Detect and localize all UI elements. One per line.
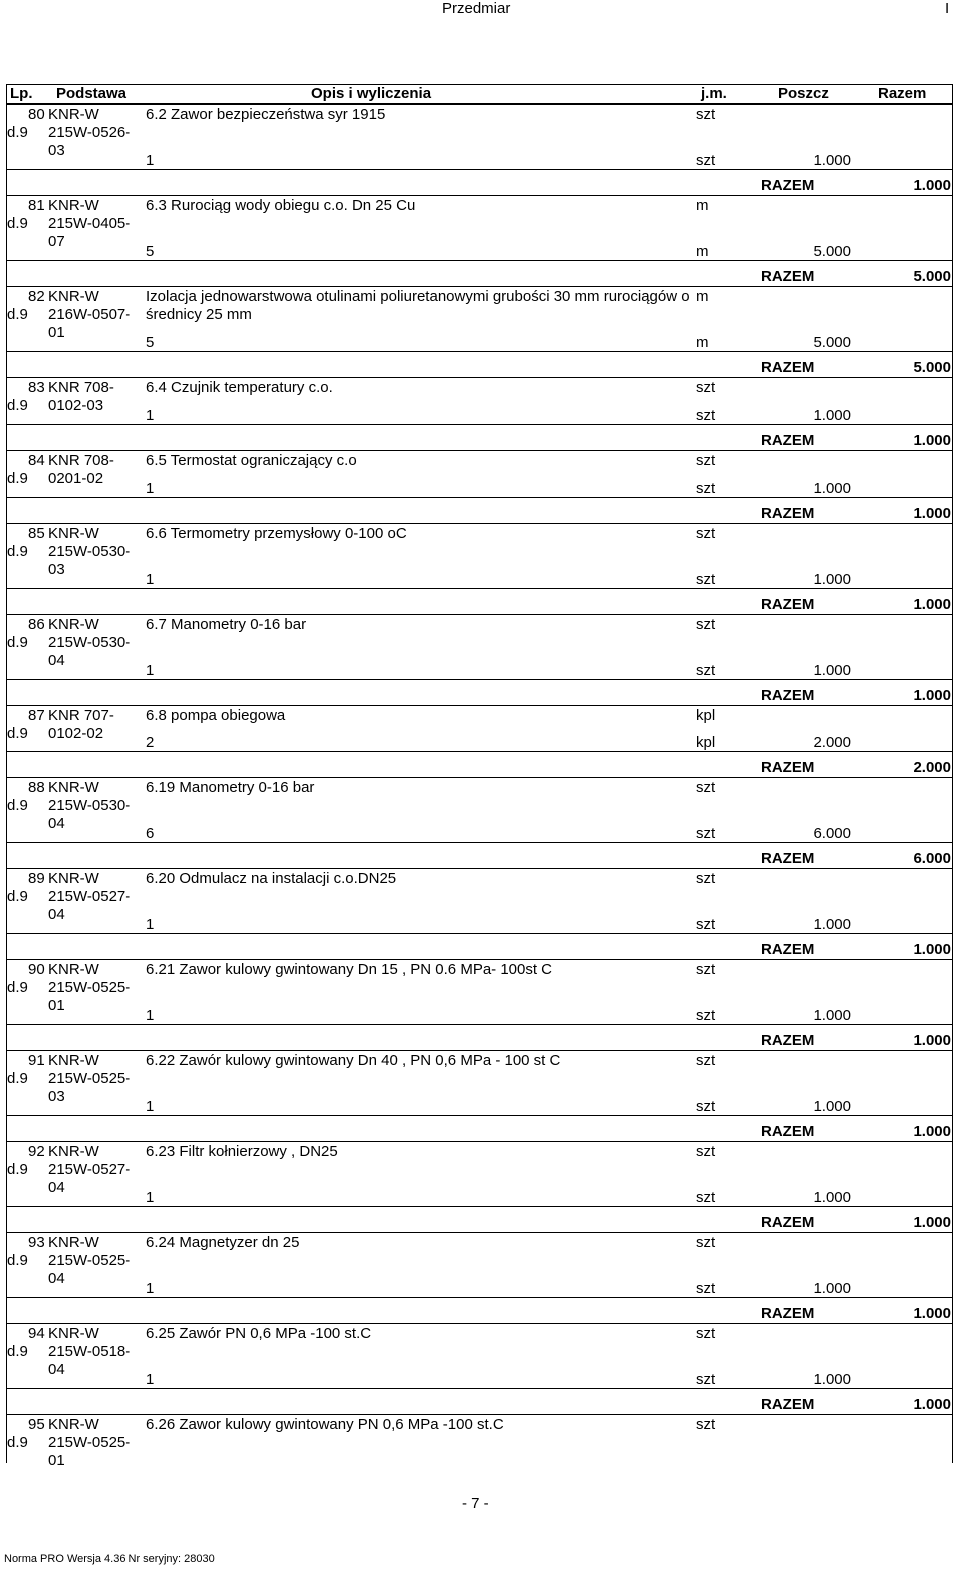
row-razem-value: 6.000 [913,850,951,867]
row-qty-unit: szt [696,662,716,679]
row-qty-value: 5.000 [813,334,851,351]
row-qty: 5 [146,334,155,351]
row-unit: szt [696,1234,716,1251]
row-qty-unit: szt [696,1280,716,1297]
row-qty: 1 [146,571,155,588]
row-base: KNR-W 215W-0527-04 [48,870,131,923]
estimate-table [6,84,954,1469]
row-qty: 5 [146,243,155,260]
row-qty: 1 [146,1371,155,1388]
row-razem-label: RAZEM [761,850,815,867]
row-base: KNR-W 215W-0525-01 [48,961,131,1014]
row-unit: m [696,288,709,305]
row-qty-value: 2.000 [813,734,851,751]
table-row [6,1051,953,1142]
table-row [6,778,953,869]
row-desc: 6.25 Zawór PN 0,6 MPa -100 st.C [146,1325,372,1342]
row-razem-value: 1.000 [913,1214,951,1231]
qty-rule [6,679,953,680]
row-base: KNR-W 215W-0527-04 [48,1143,131,1196]
row-base: KNR-W 215W-0525-01 [48,1416,131,1469]
col-each: Poszcz [778,85,829,102]
row-razem-label: RAZEM [761,1123,815,1140]
row-lp: 89 [28,870,45,887]
row-lp: 88 [28,779,45,796]
row-razem-label: RAZEM [761,505,815,522]
col-total: Razem [878,85,927,102]
row-lp-sub: d.9 [7,979,28,996]
qty-rule [6,351,953,352]
row-lp: 85 [28,525,45,542]
row-razem-label: RAZEM [761,1032,815,1049]
row-unit: kpl [696,707,716,724]
row-razem-label: RAZEM [761,432,815,449]
row-qty-value: 1.000 [813,407,851,424]
row-lp-sub: d.9 [7,215,28,232]
row-razem-label: RAZEM [761,359,815,376]
qty-rule [6,169,953,170]
row-desc: 6.21 Zawor kulowy gwintowany Dn 15 , PN 0.6 MPa- 100st C [146,961,553,978]
row-razem-value: 5.000 [913,359,951,376]
table-row [6,287,953,378]
row-qty-value: 1.000 [813,662,851,679]
row-desc: 6.7 Manometry 0-16 bar [146,616,307,633]
row-razem-label: RAZEM [761,1214,815,1231]
row-desc: Izolacja jednowarstwowa otulinami poliuretanowymi grubości 30 mm rurociągów o średnicy 25 mm [146,288,690,323]
row-razem-value: 1.000 [913,1032,951,1049]
row-qty-unit: szt [696,480,716,497]
row-qty-unit: szt [696,1189,716,1206]
row-lp-sub: d.9 [7,1070,28,1087]
page-number: - 7 - [462,1495,489,1512]
row-lp: 92 [28,1143,45,1160]
row-unit: szt [696,106,716,123]
table-row [6,1142,953,1233]
row-qty: 1 [146,1280,155,1297]
row-qty-unit: m [696,243,709,260]
row-qty-unit: szt [696,825,716,842]
row-base: KNR-W 215W-0530-03 [48,525,131,578]
row-qty-value: 6.000 [813,825,851,842]
row-desc: 6.23 Filtr kołnierzowy , DN25 [146,1143,338,1160]
row-desc: 6.20 Odmulacz na instalacji c.o.DN25 [146,870,397,887]
row-lp-sub: d.9 [7,634,28,651]
row-desc: 6.2 Zawor bezpieczeństwa syr 1915 [146,106,386,123]
row-razem-label: RAZEM [761,596,815,613]
row-desc: 6.26 Zawor kulowy gwintowany PN 0,6 MPa -100 st.C [146,1416,504,1433]
row-desc: 6.4 Czujnik temperatury c.o. [146,379,333,396]
qty-rule [6,1024,953,1025]
row-lp: 82 [28,288,45,305]
row-base: KNR-W 215W-0526-03 [48,106,131,159]
table-row [6,1324,953,1415]
row-lp: 87 [28,707,45,724]
row-lp-sub: d.9 [7,1343,28,1360]
row-lp-sub: d.9 [7,888,28,905]
qty-rule [6,1388,953,1389]
row-razem-label: RAZEM [761,177,815,194]
row-unit: szt [696,779,716,796]
row-qty-unit: szt [696,1007,716,1024]
row-lp-sub: d.9 [7,725,28,742]
row-qty: 6 [146,825,155,842]
qty-rule [6,1115,953,1116]
row-lp-sub: d.9 [7,397,28,414]
row-qty-value: 5.000 [813,243,851,260]
row-base: KNR-W 215W-0525-04 [48,1234,131,1287]
row-razem-label: RAZEM [761,759,815,776]
table-row [6,524,953,615]
row-desc: 6.3 Rurociąg wody obiegu c.o. Dn 25 Cu [146,197,416,214]
qty-rule [6,588,953,589]
page-header-right: I [945,0,950,17]
row-lp: 91 [28,1052,45,1069]
row-unit: m [696,197,709,214]
row-razem-value: 1.000 [913,177,951,194]
row-qty-unit: m [696,334,709,351]
row-lp-sub: d.9 [7,1161,28,1178]
row-base: KNR-W 215W-0525-03 [48,1052,131,1105]
row-unit: szt [696,616,716,633]
row-qty-unit: szt [696,916,716,933]
table-row [6,378,953,451]
row-unit: szt [696,1052,716,1069]
row-base: KNR 708-0201-02 [48,452,114,487]
row-lp-sub: d.9 [7,124,28,141]
row-lp-sub: d.9 [7,543,28,560]
row-lp: 83 [28,379,45,396]
row-lp: 84 [28,452,45,469]
row-lp: 90 [28,961,45,978]
row-lp: 86 [28,616,45,633]
row-qty: 1 [146,152,155,169]
row-lp-sub: d.9 [7,797,28,814]
row-qty: 1 [146,662,155,679]
row-qty-value: 1.000 [813,1098,851,1115]
row-unit: szt [696,452,716,469]
qty-rule [6,751,953,752]
row-razem-value: 1.000 [913,505,951,522]
row-qty-unit: szt [696,571,716,588]
row-lp: 80 [28,106,45,123]
row-desc: 6.22 Zawór kulowy gwintowany Dn 40 , PN 0,6 MPa - 100 st C [146,1052,561,1069]
row-desc: 6.19 Manometry 0-16 bar [146,779,315,796]
table-row [6,960,953,1051]
row-base: KNR-W 215W-0518-04 [48,1325,131,1378]
row-unit: szt [696,1325,716,1342]
row-lp: 93 [28,1234,45,1251]
row-base: KNR 707-0102-02 [48,707,114,742]
table-row [6,1233,953,1324]
row-razem-value: 1.000 [913,1123,951,1140]
row-desc: 6.24 Magnetyzer dn 25 [146,1234,300,1251]
row-unit: szt [696,379,716,396]
row-qty-unit: kpl [696,734,716,751]
row-unit: szt [696,525,716,542]
row-razem-value: 1.000 [913,1305,951,1322]
row-qty-unit: szt [696,1098,716,1115]
row-base: KNR-W 215W-0530-04 [48,616,131,669]
row-razem-value: 5.000 [913,268,951,285]
row-razem-value: 2.000 [913,759,951,776]
row-unit: szt [696,961,716,978]
row-lp: 81 [28,197,45,214]
row-qty-unit: szt [696,1371,716,1388]
row-qty-value: 1.000 [813,152,851,169]
row-qty-unit: szt [696,407,716,424]
row-lp: 94 [28,1325,45,1342]
row-base: KNR-W 216W-0507-01 [48,288,131,341]
row-razem-label: RAZEM [761,268,815,285]
row-lp: 95 [28,1416,45,1433]
row-desc: 6.5 Termostat ograniczający c.o [146,452,357,469]
col-lp: Lp. [10,85,33,102]
row-unit: szt [696,1416,716,1433]
row-qty-value: 1.000 [813,1280,851,1297]
qty-rule [6,933,953,934]
row-lp-sub: d.9 [7,470,28,487]
software-note: Norma PRO Wersja 4.36 Nr seryjny: 28030 [4,1553,215,1565]
row-qty: 1 [146,407,155,424]
row-unit: szt [696,1143,716,1160]
qty-rule [6,497,953,498]
row-qty: 1 [146,1189,155,1206]
row-lp-sub: d.9 [7,1434,28,1451]
table-row [6,869,953,960]
table-row [6,706,953,778]
row-razem-label: RAZEM [761,1396,815,1413]
row-razem-value: 1.000 [913,1396,951,1413]
qty-rule [6,842,953,843]
row-base: KNR-W 215W-0405-07 [48,197,131,250]
row-qty-value: 1.000 [813,1371,851,1388]
row-desc: 6.8 pompa obiegowa [146,707,286,724]
col-unit: j.m. [701,85,727,102]
row-lp-sub: d.9 [7,306,28,323]
table-row [6,1415,953,1469]
row-razem-value: 1.000 [913,941,951,958]
row-base: KNR 708-0102-03 [48,379,114,414]
row-qty: 1 [146,1007,155,1024]
row-razem-value: 1.000 [913,432,951,449]
row-unit: szt [696,870,716,887]
table-row [6,105,953,196]
page-header-title: Przedmiar [442,0,511,17]
qty-rule [6,260,953,261]
table-row [6,451,953,524]
col-base: Podstawa [56,85,127,102]
qty-rule [6,1297,953,1298]
row-qty: 2 [146,734,155,751]
row-qty: 1 [146,1098,155,1115]
row-razem-value: 1.000 [913,596,951,613]
row-qty-value: 1.000 [813,571,851,588]
table-row [6,615,953,706]
qty-rule [6,1206,953,1207]
row-razem-label: RAZEM [761,687,815,704]
qty-rule [6,424,953,425]
row-razem-label: RAZEM [761,1305,815,1322]
row-base: KNR-W 215W-0530-04 [48,779,131,832]
row-qty-value: 1.000 [813,480,851,497]
col-desc: Opis i wyliczenia [311,85,432,102]
row-razem-label: RAZEM [761,941,815,958]
row-qty: 1 [146,916,155,933]
row-qty-value: 1.000 [813,1007,851,1024]
row-razem-value: 1.000 [913,687,951,704]
row-qty: 1 [146,480,155,497]
row-qty-unit: szt [696,152,716,169]
row-qty-value: 1.000 [813,916,851,933]
row-lp-sub: d.9 [7,1252,28,1269]
table-row [6,196,953,287]
row-desc: 6.6 Termometry przemysłowy 0-100 oC [146,525,407,542]
row-qty-value: 1.000 [813,1189,851,1206]
